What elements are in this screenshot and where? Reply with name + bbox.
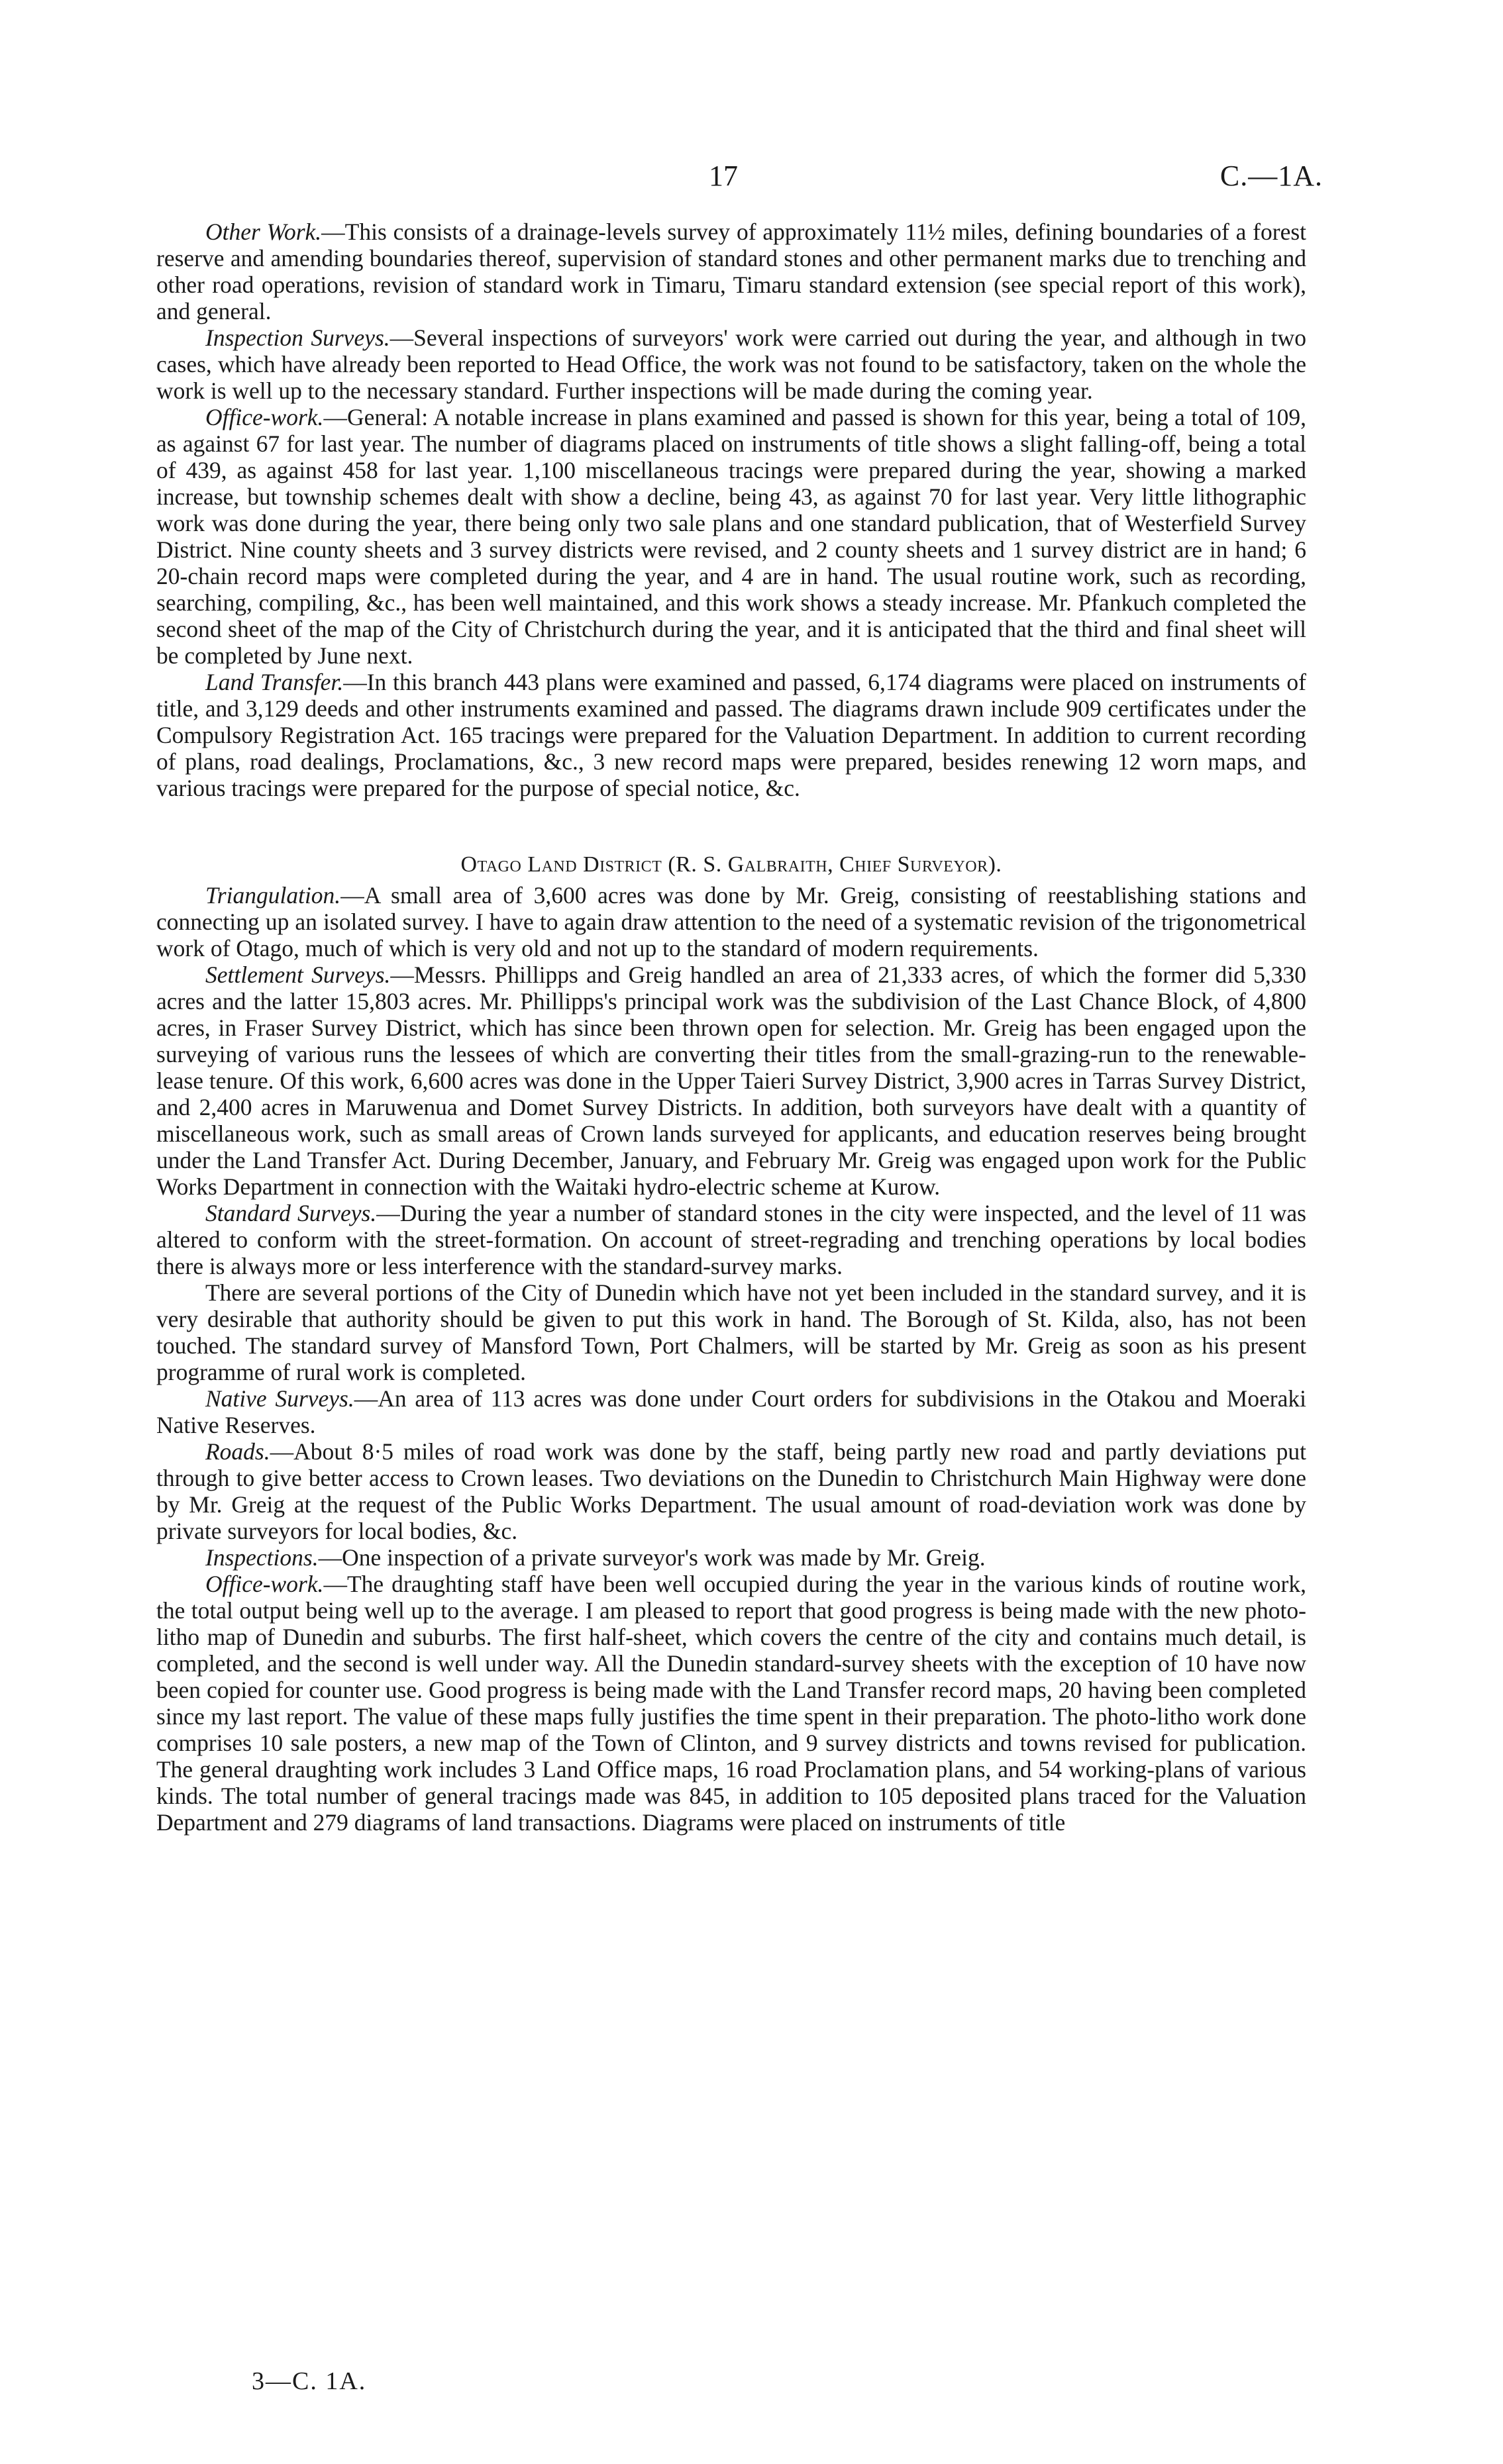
paragraph-text: —One inspection of a private surveyor's work was made by Mr. Greig. (318, 1544, 986, 1571)
paragraph-text: —This consists of a drainage-levels survey of approximately 11½ miles, defining boundaries of a forest reserve and amending boundaries thereof, supervision of standard stones and other permanent marks due to trenching and other road operations, revision of standard work in Timaru, Timaru standard extension (see special report of this work), and general. (156, 219, 1306, 324)
paragraph-heading: Standard Surveys. (205, 1200, 377, 1226)
otago-section-paragraphs (156, 882, 1306, 1836)
paragraph-text: —About 8·5 miles of road work was done by the staff, being partly new road and partly deviations put through to give better access to Crown leases. Two deviations on the Dunedin to Christchurch Main Highway were done by Mr. Greig at the request of the Public Works Department. The usual amount of road-deviation work was done by private surveyors for local bodies, &c. (156, 1438, 1306, 1544)
paragraph-text: —During the year a number of standard stones in the city were inspected, and the level of 11 was altered to conform with the street-formation. On account of street-regrading and trenching operations by local bodies there is always more or less interference with the standard-survey marks. (156, 1200, 1306, 1279)
paragraph-roads (156, 1438, 1306, 1544)
paragraph-text: —Messrs. Phillipps and Greig handled an area of 21,333 acres, of which the former did 5,330 acres and the latter 15,803 acres. Mr. Phillipps's principal work was the subdivision of the Last Chance Block, of 4,800 acres, in Fraser Survey District, which has since been thrown open for selection. Mr. Greig has been engaged upon the surveying of various runs the lessees of which are converting their titles from the small-grazing-run to the renewable-lease tenure. Of this work, 6,600 acres was done in the Upper Taieri Survey District, 3,900 acres in Tarras Survey District, and 2,400 acres in Maruwenua and Domet Survey Districts. In addition, both surveyors have dealt with a quantity of miscellaneous work, such as small areas of Crown lands surveyed for applicants, and education reserves being brought under the Land Transfer Act. During December, January, and February Mr. Greig was engaged upon work for the Public Works Department in connection with the Waitaki hydro-electric scheme at Kurow. (156, 961, 1306, 1200)
paragraph-inspection-surveys (156, 324, 1306, 404)
paragraph-heading: Inspections. (205, 1544, 319, 1571)
paragraph-text: —An area of 113 acres was done under Court orders for subdivisions in the Otakou and Moeraki Native Reserves. (156, 1385, 1306, 1438)
page-number: 17 (709, 160, 738, 192)
paragraph-text: There are several portions of the City of Dunedin which have not yet been included in the standard survey, and it is very desirable that authority should be given to put this work in hand. The Borough of St. Kilda, also, has not been touched. The standard survey of Mansford Town, Port Chalmers, will be started by Mr. Greig as soon as his present programme of rural work is completed. (156, 1279, 1306, 1385)
paragraph-heading: Inspection Surveys. (205, 324, 390, 351)
section-heading-otago: Otago Land District (R. S. Galbraith, Chief Surveyor). (460, 852, 1002, 877)
signature-reference: 3—C. 1A. (252, 2367, 367, 2395)
paragraph-heading: Land Transfer. (205, 669, 344, 695)
paragraph-other-work (156, 219, 1306, 324)
paragraph-heading: Triangulation. (205, 882, 341, 909)
document-body (156, 219, 1306, 1836)
paragraph-standard-surveys (156, 1200, 1306, 1279)
paragraph-heading: Other Work. (205, 219, 322, 245)
paragraph-heading: Settlement Surveys. (205, 961, 391, 988)
paragraph-heading: Office-work. (205, 1571, 324, 1597)
canterbury-section-paragraphs (156, 219, 1306, 801)
paragraph-text: —General: A notable increase in plans examined and passed is shown for this year, being a total of 109, as against 67 for last year. The number of diagrams placed on instruments of title shows a slight falling-off, being a total of 439, as against 458 for last year. 1,100 miscellaneous tracings were prepared during the year, showing a marked increase, but township schemes dealt with show a decline, being 43, as against 70 for last year. Very little lithographic work was done during the year, there being only two sale plans and one standard publication, that of Westerfield Survey District. Nine county sheets and 3 survey districts were revised, and 2 county sheets and 1 survey district are in hand; 6 20-chain record maps were completed during the year, and 4 are in hand. The usual routine work, such as recording, searching, compiling, &c., has been well maintained, and this work shows a steady increase. Mr. Pfankuch completed the second sheet of the map of the City of Christchurch during the year, and it is anticipated that the third and final sheet will be completed by June next. (156, 404, 1306, 669)
document-reference: C.—1A. (1219, 160, 1323, 192)
paragraph-text: —In this branch 443 plans were examined and passed, 6,174 diagrams were placed on instruments of title, and 3,129 deeds and other instruments examined and passed. The diagrams drawn include 909 certificates under the Compulsory Registration Act. 165 tracings were prepared for the Valuation Department. In addition to current recording of plans, road dealings, Proclamations, &c., 3 new record maps were prepared, besides renewing 12 worn maps, and various tracings were prepared for the purpose of special notice, &c. (156, 669, 1306, 801)
paragraph-triangulation (156, 882, 1306, 961)
paragraph-office-work-otago (156, 1571, 1306, 1836)
page-header (0, 159, 1503, 199)
paragraph-dunedin-standard-survey (156, 1279, 1306, 1385)
paragraph-text: —The draughting staff have been well occupied during the year in the various kinds of routine work, the total output being well up to the average. I am pleased to report that good progress is being made with the new photo-litho map of Dunedin and suburbs. The first half-sheet, which covers the centre of the city and contains much detail, is completed, and the second is well under way. All the Dunedin standard-survey sheets with the exception of 10 have now been copied for counter use. Good progress is being made with the Land Transfer record maps, 20 having been completed since my last report. The value of these maps fully justifies the time spent in their preparation. The photo-litho work done comprises 10 sale posters, a new map of the Town of Clinton, and 9 survey districts and towns revised for publication. The general draughting work includes 3 Land Office maps, 16 road Proclamation plans, and 54 working-plans of various kinds. The total number of general tracings made was 845, in addition to 105 deposited plans traced for the Valuation Department and 279 diagrams of land transactions. Diagrams were placed on instruments of title (156, 1571, 1306, 1836)
paragraph-heading: Native Surveys. (205, 1385, 354, 1412)
paragraph-land-transfer (156, 669, 1306, 801)
paragraph-settlement-surveys (156, 961, 1306, 1200)
paragraph-office-work (156, 404, 1306, 669)
paragraph-inspections (156, 1544, 1306, 1571)
paragraph-text: —Several inspections of surveyors' work were carried out during the year, and although in two cases, which have already been reported to Head Office, the work was not found to be satisfactory, taken on the whole the work is well up to the necessary standard. Further inspections will be made during the coming year. (156, 324, 1306, 404)
paragraph-native-surveys (156, 1385, 1306, 1438)
paragraph-text: —A small area of 3,600 acres was done by Mr. Greig, consisting of reestablishing stations and connecting up an isolated survey. I have to again draw attention to the need of a systematic revision of the trigonometrical work of Otago, much of which is very old and not up to the standard of modern requirements. (156, 882, 1306, 961)
paragraph-heading: Roads. (205, 1438, 270, 1465)
paragraph-heading: Office-work. (205, 404, 324, 430)
